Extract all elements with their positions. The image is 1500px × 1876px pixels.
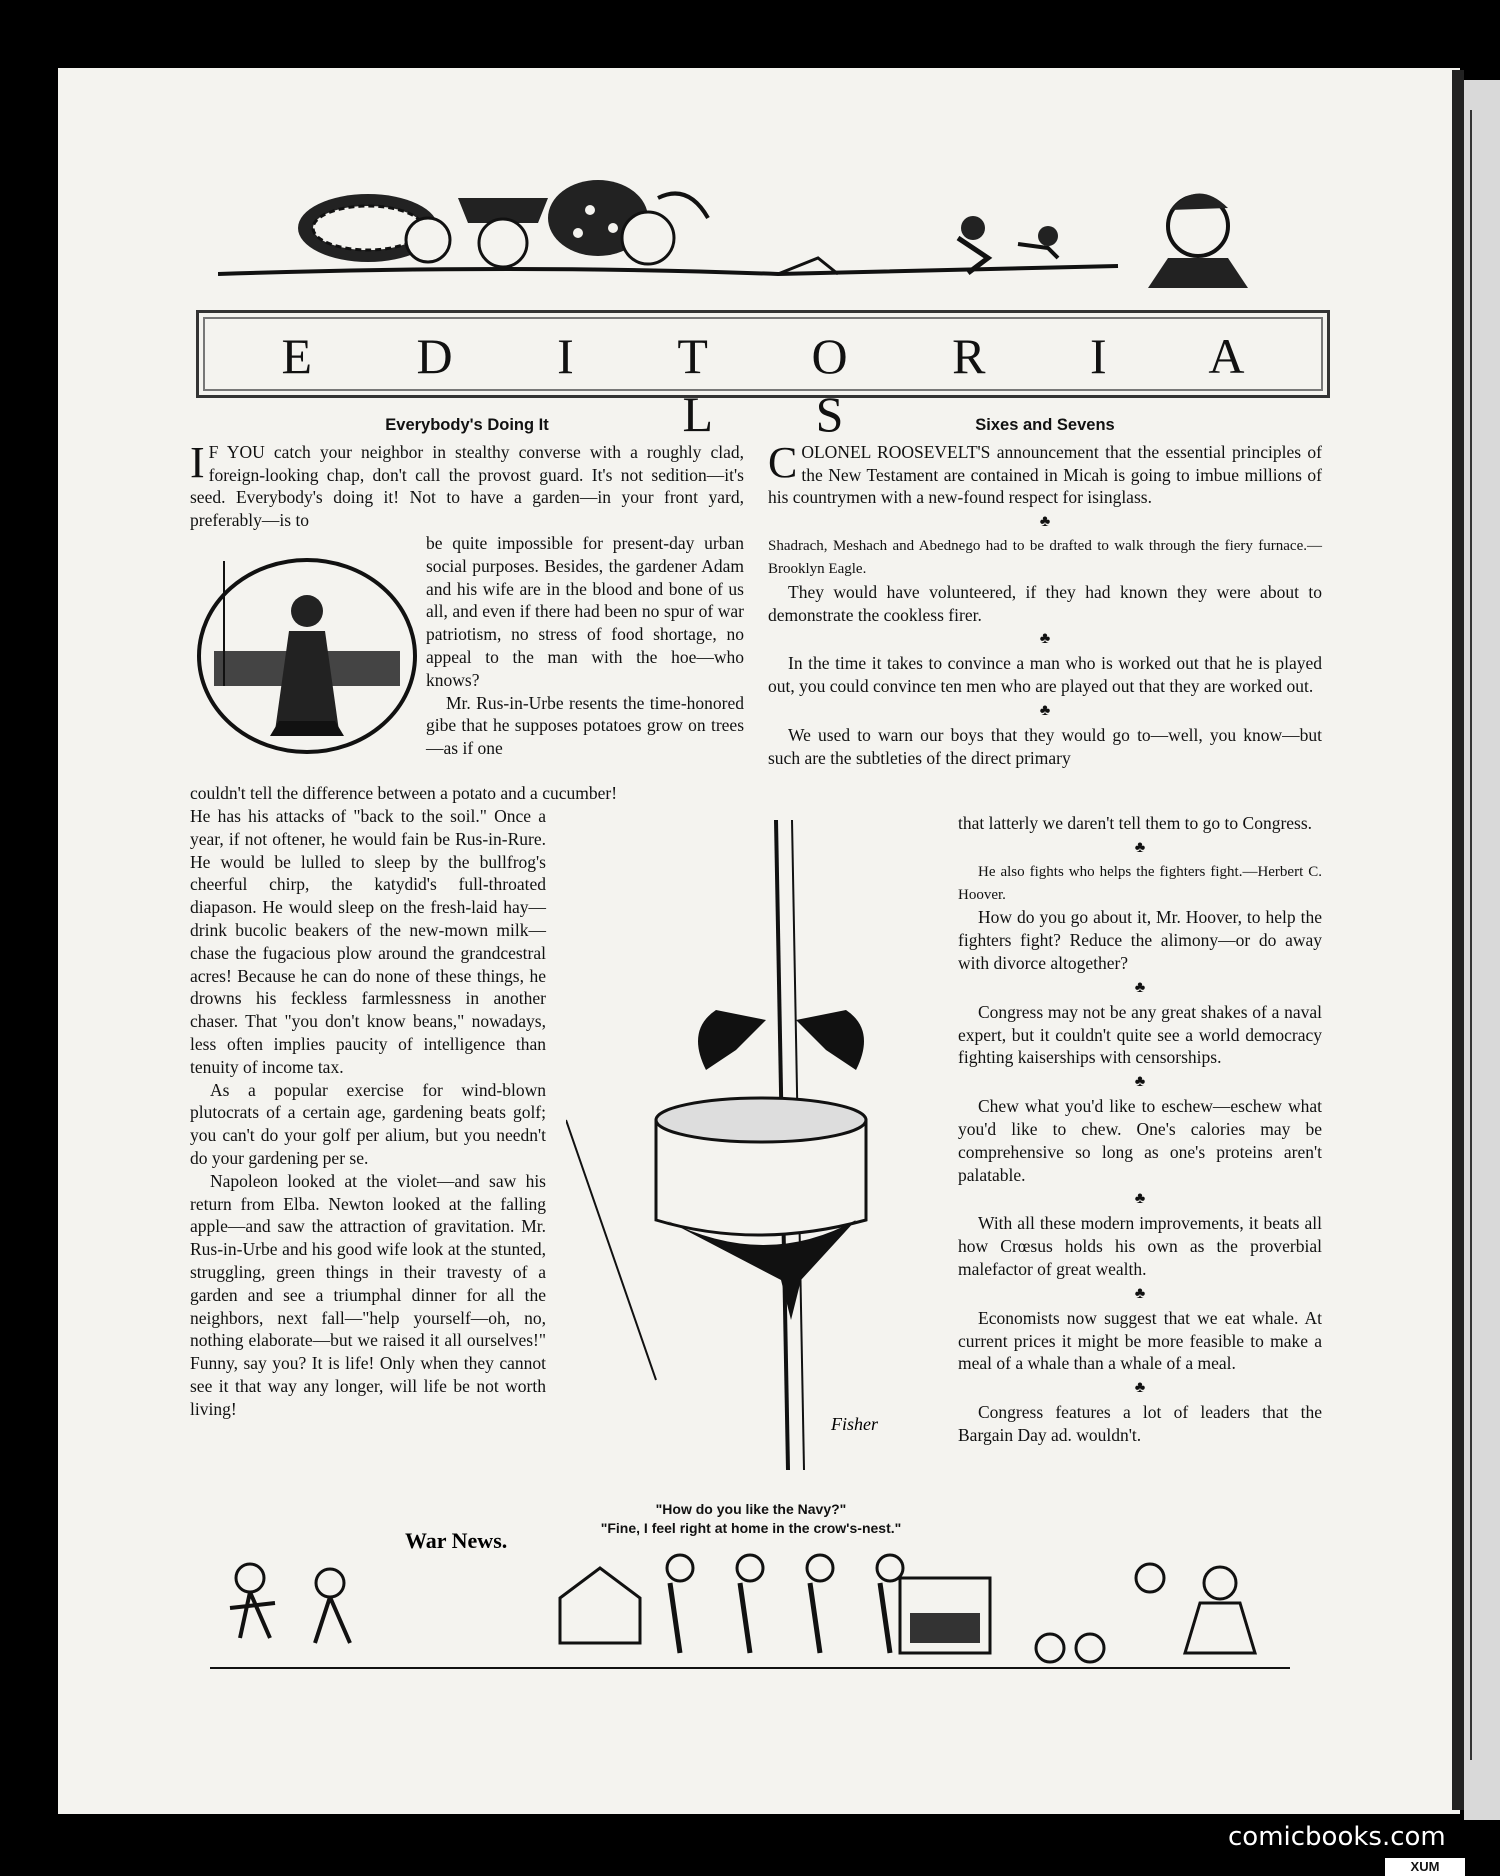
- left-wrap-block: be quite impossible for present-day urban social purposes. Besides, the gardener Adam and his wife are in the blood and bone of us all, and even if there had been no spur of war patriotism, no stress of food shortage, no appeal to the man with the hoe—who knows? Mr. Rus-in-Urbe resents the time-honored gibe that he supposes potatoes grow on trees—as if one: [426, 533, 744, 759]
- club-ornament: ♣: [1134, 1073, 1146, 1091]
- site-watermark: comicbooks.com: [1228, 1822, 1446, 1852]
- war-news-illustration: [210, 1528, 1290, 1678]
- right-article-heading: Sixes and Sevens: [975, 416, 1115, 434]
- right-narrow-block: that latterly we daren't tell them to go to Congress. ♣ He also fights who helps the fighters fight.—Herbert C. Hoover. How do you go about it, Mr. Hoover, to help the fighters fight? Reduce the alimony—or do away with divorce altogether? ♣ Congress may not be any great shakes of a naval expert, but it couldn't quite see a world democracy fighting kaiserships with censorships. ♣ Chew what you'd like to eschew—eschew what you'd like to chew. One's calories may be comprehensive so long as one's proteins aren't palatable. ♣ With all these modern improvements, it beats all how Crœsus holds his own as the proverbial malefactor of great wealth. ♣ Economists now suggest that we eat whale. At current prices it might be more feasible to make a meal of a whale than a whale of a meal. ♣ Congress features a lot of leaders that the Bargain Day ad. wouldn't.: [958, 813, 1322, 1445]
- page-title: E D I T O R I A L S: [281, 328, 1291, 442]
- cartoon-signature: Fisher: [831, 1414, 878, 1434]
- dropcap-c: C: [768, 437, 798, 487]
- facing-page-edge: [1464, 80, 1500, 1820]
- club-ornament: ♣: [1134, 1379, 1146, 1397]
- left-paragraph-1: I F YOU catch your neighbor in stealthy converse with a roughly clad, foreign-looking chap, don't call the provost guard. It's not sedition—it's seed. Everybody's doing it! Not to have a garden—in your front yard, preferably—is to: [190, 437, 744, 531]
- dropcap: I: [190, 437, 205, 487]
- club-ornament: ♣: [1134, 1284, 1146, 1302]
- left-narrow-block: He has his attacks of "back to the soil." Once a year, if not oftener, he would fain be Rus-in-Rure. He would be lulled to sleep by the bullfrog's cheerful chirp, the katydid's full-throated diapason. He would sleep on the fresh-laid hay—drink bucolic beakers of the new-mown milk—chase the fugacious plow around the grandcestral acres! Because he can do none of these things, he drowns his feckless farmlessness in another chaser. That "you don't know beans," nowadays, less often implies paucity of intelligence than tenuity of income tax. As a popular exercise for wind-blown plutocrats of a certain age, gardening beats golf; you can't do your golf per alium, but you needn't do your gardening per se. Napoleon looked at the violet—and saw his return from Elba. Newton looked at the falling apple—and saw the attraction of gravitation. Mr. Rus-in-Urbe and his good wife look at the stunted, struggling, green things in their travesty of a garden and see a triumphal dinner for all the neighbors, next fall—"help yourself—oh, no, nothing elaborate—but we raised it all ourselves!" Funny, say you? It is life! Only when they cannot see it that way any longer, will life be not worth living!: [190, 806, 546, 1419]
- cartoon-caption-answer: "Fine, I feel right at home in the crow's-nest.": [600, 1520, 902, 1536]
- right-article-top: Sixes and Sevens COLONEL ROOSEVELT'S announcement that the essential principles of the New Testament are contained in Micah is going to imbue millions of his countrymen with a new-found respect for isinglass. ♣ Shadrach, Meshach and Abednego had to be drafted to walk through the fiery furnace.—Brooklyn Eagle. They would have volunteered, if they had known they were about to demonstrate the cookless firer. ♣ In the time it takes to convince a man who is worked out that he is played out, you could convince ten men who are played out that they are worked out. ♣ We used to warn our boys that they would go to—well, you know—but such are the subtleties of the direct primary: [768, 416, 1322, 768]
- war-news-label: War News.: [405, 1528, 508, 1553]
- left-article-top: [190, 414, 744, 532]
- page-gutter: [1452, 70, 1464, 1810]
- cartoon-caption-question: "How do you like the Navy?": [655, 1501, 847, 1517]
- corner-tag: XUM: [1385, 1858, 1465, 1876]
- club-ornament: ♣: [1134, 1190, 1146, 1208]
- club-ornament: ♣: [1039, 513, 1051, 531]
- club-ornament: ♣: [1039, 701, 1051, 719]
- gardener-woman-illustration: [194, 556, 420, 756]
- header-illustration: [218, 178, 1318, 288]
- club-ornament: ♣: [1039, 630, 1051, 648]
- right-paragraph-1: COLONEL ROOSEVELT'S announcement that the essential principles of the New Testament are contained in Micah is going to imbue millions of his countrymen with a new-found respect for isinglass.: [768, 437, 1322, 508]
- club-ornament: ♣: [1134, 838, 1146, 856]
- club-ornament: ♣: [1134, 978, 1146, 996]
- left-full-line: couldn't tell the difference between a potato and a cucumber!: [190, 783, 618, 803]
- crows-nest-cartoon: [566, 820, 936, 1480]
- left-article-heading: Everybody's Doing It: [385, 416, 549, 434]
